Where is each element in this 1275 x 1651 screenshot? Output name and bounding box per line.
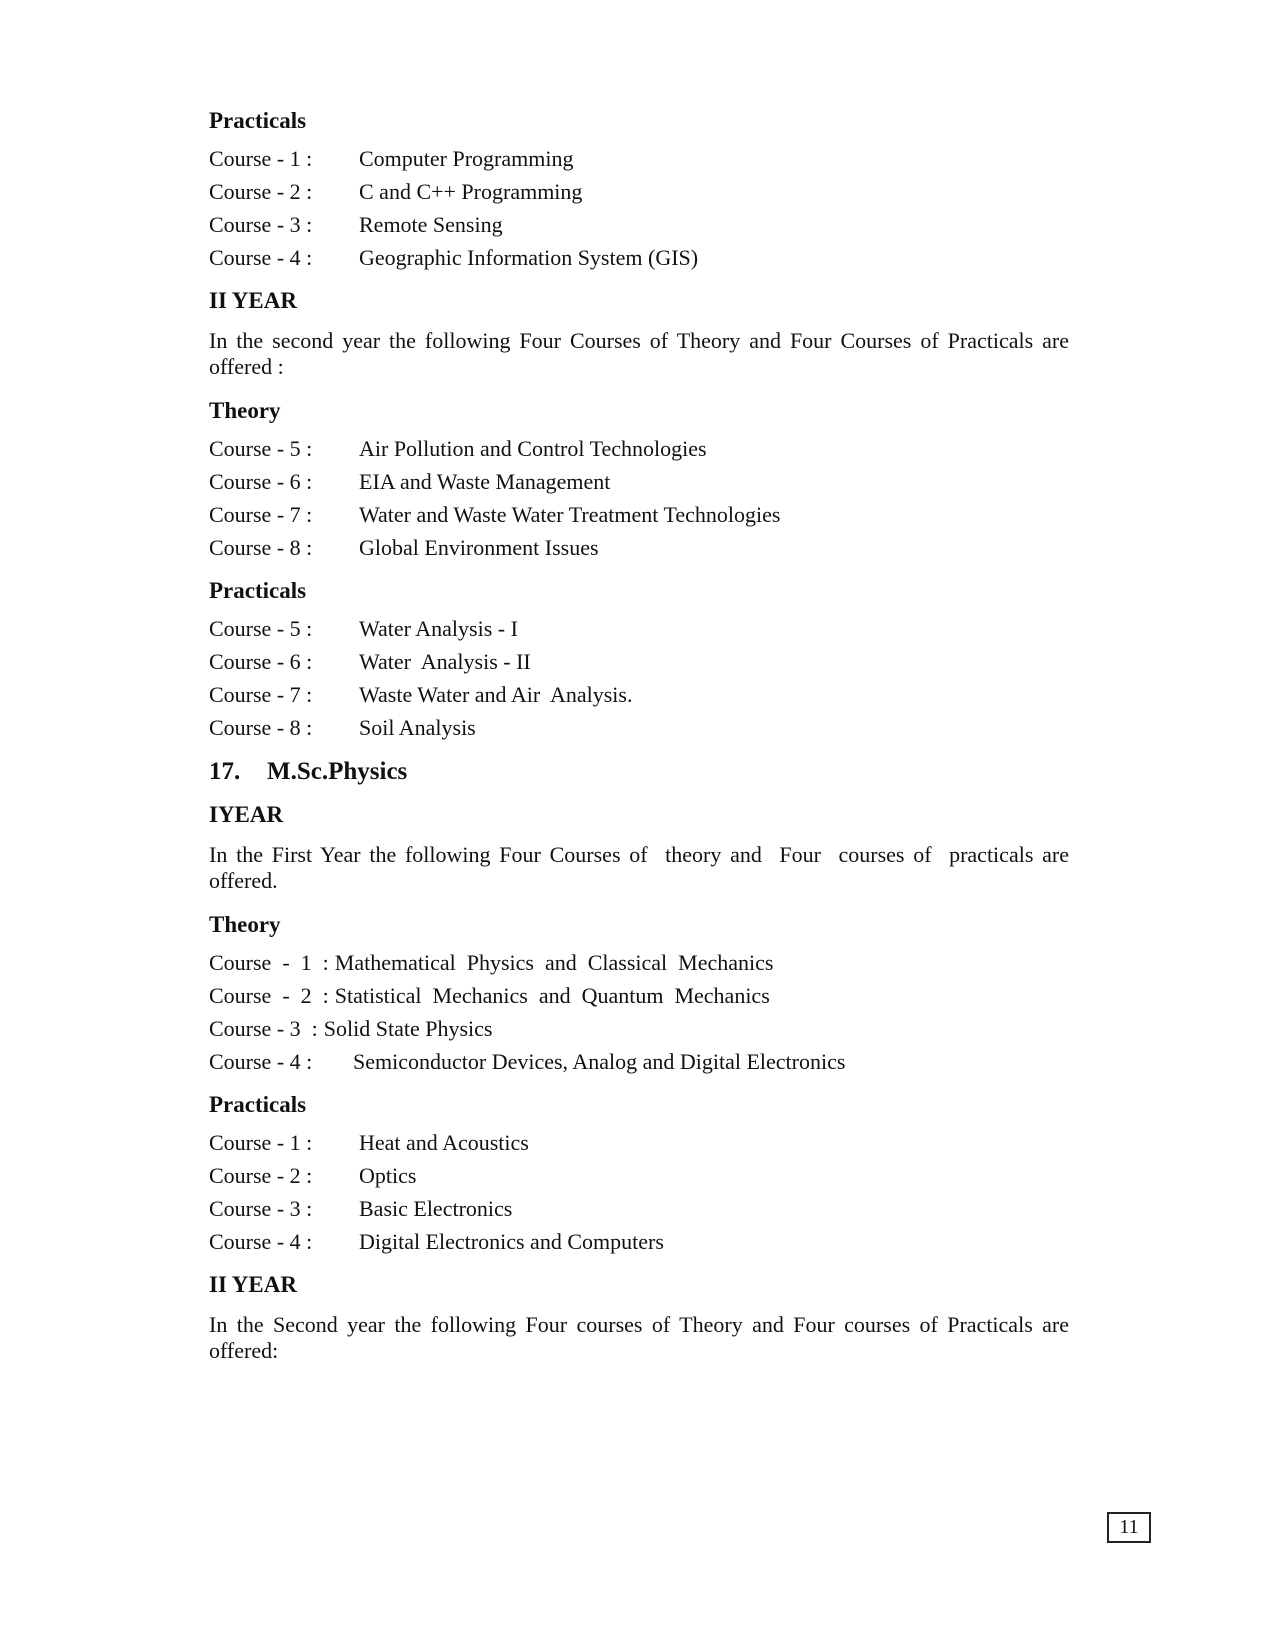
list-item — [209, 1126, 1069, 1159]
list-item — [209, 711, 1069, 744]
list-item — [209, 175, 1069, 208]
section-heading-practicals: Practicals — [209, 1092, 307, 1117]
year-1-intro: In the First Year the following Four Courses of theory and Four courses of practicals are offered. — [209, 842, 1075, 893]
page-number: 11 — [1107, 1512, 1151, 1543]
course-title: Water Analysis - I — [359, 616, 518, 641]
list-item — [209, 678, 1069, 711]
course-list-theory-2 — [209, 432, 1069, 564]
course-title: Computer Programming — [359, 146, 574, 171]
list-item — [209, 1159, 1069, 1192]
list-item — [209, 465, 1069, 498]
course-title: Semiconductor Devices, Analog and Digital Electronics — [353, 1049, 846, 1074]
programme-heading — [209, 756, 1069, 788]
course-title: Basic Electronics — [359, 1196, 513, 1221]
course-code: Course - 2 : — [209, 983, 329, 1008]
list-item — [209, 498, 1069, 531]
section-heading-practicals: Practicals — [209, 578, 307, 603]
course-title: C and C++ Programming — [359, 179, 583, 204]
list-item — [209, 1225, 1069, 1258]
course-code: Course - 8 : — [209, 715, 313, 740]
course-code: Course - 3 : — [209, 212, 313, 237]
list-item — [209, 645, 1069, 678]
course-code: Course - 7 : — [209, 502, 313, 527]
course-title: Geographic Information System (GIS) — [359, 245, 699, 270]
course-title: Solid State Physics — [323, 1016, 493, 1041]
course-list-physics-theory — [209, 946, 1069, 1078]
course-title: Soil Analysis — [359, 715, 476, 740]
course-code: Course - 4 : — [209, 245, 313, 270]
course-code: Course - 2 : — [209, 1163, 313, 1188]
list-item — [209, 1045, 1069, 1078]
year-2-physics-intro: In the Second year the following Four courses of Theory and Four courses of Practicals are offered: — [209, 1312, 1069, 1363]
course-list-physics-practicals — [209, 1126, 1069, 1258]
list-item — [209, 1012, 1069, 1045]
course-code: Course - 6 : — [209, 469, 313, 494]
course-title: Water and Waste Water Treatment Technologies — [359, 502, 781, 527]
course-code: Course - 5 : — [209, 616, 313, 641]
course-code: Course - 6 : — [209, 649, 313, 674]
list-item — [209, 531, 1069, 564]
course-code: Course - 3 : — [209, 1196, 313, 1221]
list-item — [209, 142, 1069, 175]
programme-title: M.Sc.Physics — [267, 758, 408, 785]
course-title: EIA and Waste Management — [359, 469, 611, 494]
course-list-practicals-1 — [209, 142, 1069, 274]
section-heading-year-2: II YEAR — [209, 1272, 297, 1297]
section-heading-year-1: IYEAR — [209, 802, 284, 827]
course-code: Course - 5 : — [209, 436, 313, 461]
year-2-intro: In the second year the following Four Courses of Theory and Four Courses of Practicals are offered : — [209, 328, 1069, 379]
course-code: Course - 1 : — [209, 1130, 313, 1155]
programme-number: 17. — [209, 758, 241, 785]
course-title: Optics — [359, 1163, 417, 1188]
list-item — [209, 241, 1069, 274]
list-item — [209, 979, 1069, 1012]
section-heading-theory: Theory — [209, 398, 281, 423]
course-title: Global Environment Issues — [359, 535, 599, 560]
course-code: Course - 4 : — [209, 1049, 313, 1074]
list-item — [209, 208, 1069, 241]
course-code: Course - 4 : — [209, 1229, 313, 1254]
section-heading-year-2: II YEAR — [209, 288, 297, 313]
list-item — [209, 432, 1069, 465]
course-code: Course - 7 : — [209, 682, 313, 707]
course-title: Waste Water and Air Analysis. — [359, 682, 633, 707]
course-title: Statistical Mechanics and Quantum Mechanics — [334, 983, 770, 1008]
course-title: Air Pollution and Control Technologies — [359, 436, 707, 461]
course-code: Course - 1 : — [209, 146, 313, 171]
course-title: Heat and Acoustics — [359, 1130, 529, 1155]
course-code: Course - 3 : — [209, 1016, 318, 1041]
list-item — [209, 1192, 1069, 1225]
course-title: Mathematical Physics and Classical Mechanics — [334, 950, 774, 975]
course-title: Remote Sensing — [359, 212, 503, 237]
course-code: Course - 1 : — [209, 950, 329, 975]
page-content — [209, 106, 1075, 1364]
section-heading-practicals: Practicals — [209, 108, 307, 133]
course-title: Digital Electronics and Computers — [359, 1229, 664, 1254]
section-heading-theory: Theory — [209, 912, 281, 937]
list-item — [209, 946, 1069, 979]
list-item — [209, 612, 1069, 645]
course-code: Course - 2 : — [209, 179, 313, 204]
course-title: Water Analysis - II — [359, 649, 531, 674]
course-list-practicals-2 — [209, 612, 1069, 744]
course-code: Course - 8 : — [209, 535, 313, 560]
